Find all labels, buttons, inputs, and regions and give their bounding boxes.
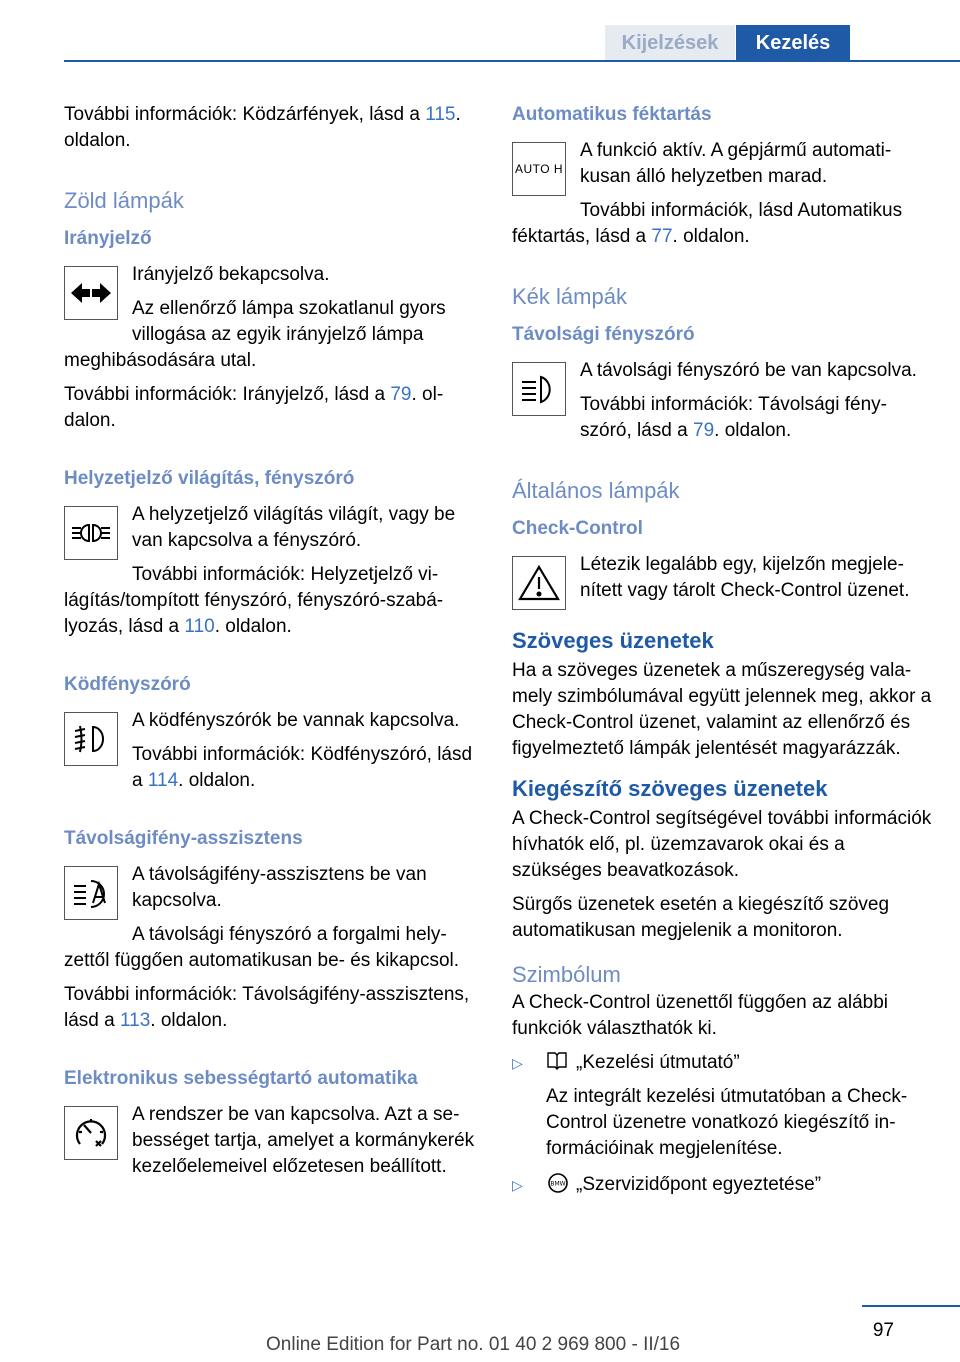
book-icon: [546, 1050, 576, 1078]
page-link-110[interactable]: 110: [184, 616, 215, 637]
list-item-manual[interactable]: ▷ „Kezelési útmutató”: [512, 1050, 932, 1078]
extra-text-messages-heading: Kiegészítő szöveges üzenetek: [512, 776, 828, 801]
blue-lamps-heading: Kék lámpák: [512, 284, 627, 309]
check-control-item: Létezik legalább egy, kijelzőn megjelenített vagy tárolt Check-Control üzenet.: [512, 552, 932, 614]
symbol-heading: Szimbólum: [512, 962, 621, 987]
high-beam-item: A távolsági fényszóró be van kapcsolva. További információk: Távolsági fényszóró, lásd a 79. oldalon.: [512, 358, 932, 452]
high-beam-assist-heading: Távolságifény-asszisztens: [64, 828, 303, 849]
bmw-service-icon: [546, 1172, 576, 1202]
auto-hold-item: AUTO H A funkció aktív. A gépjármű automatikusan álló helyzetben marad. További információk, lásd Automatikus féktartás, lásd a 77. oldalon.: [512, 140, 903, 247]
general-lamps-heading: Általános lámpák: [512, 478, 680, 503]
position-light-item: A helyzetjelző világítás világít, vagy be van kapcsolva a fényszóró. További információk: Helyzetjelző világítás/tompított fényszóró, fényszóró-szabályozás, lásd a 110. oldalon.: [64, 504, 456, 637]
fog-light-item: A ködfényszórók be vannak kapcsolva. További információk: Ködfényszóró, lásd a 114. oldalon.: [64, 708, 476, 802]
right-column: Automatikus féktartás AUTO H A funkció aktív. A gépjármű automatikusan álló helyzetben marad. További információk, lásd Automatikus féktartás, lásd a 77. oldalon. Kék lámpák Távolsági fényszóró A távolsági fényszóró be van kapcsolva. További információk: Távolsági fényszóró, lásd a 79. oldalon. Általános lámpák Check-Control Létezik legalább egy, kijelzőn megjelenített vagy tárolt Check-Control üzenet. Szöveges üzenetek Ha a szöveges üzenetek a műszeregység valamely szimbólumával együtt jelennek meg, akkor a Check-Control üzenet, valamint az ellenőrző és figyelmeztető lámpák jelentését magyarázzák. Kiegészítő szöveges üzenetek A Check-Control segítségével további információk hívhatók elő, pl. üzemzavarok okai és a szükséges beavatkozások. Sürgős üzenetek esetén a kiegészítő szöveg automatikusan megjelenik a monitoron. Szimbólum A Check-Control üzenettől függően az alábbi funkciók választhatók ki. ▷ „Kezelési útmutató” Az integrált kezelési útmutatóban a Check-Control üzenetre vonatkozó kiegészítő információinak megjelenítése. ▷ BMW „Szervizidőpont egyeztetése”: [512, 102, 932, 1208]
green-lamps-heading: Zöld lámpák: [64, 188, 184, 213]
page-link-79[interactable]: 79: [390, 384, 412, 405]
text-messages-heading: Szöveges üzenetek: [512, 628, 714, 653]
page-link-115[interactable]: 115: [425, 104, 456, 125]
header-rule: [64, 60, 960, 62]
high-beam-icon: [512, 362, 566, 416]
high-beam-heading: Távolsági fényszóró: [512, 324, 695, 345]
left-column: További információk: Ködzárfények, lásd a 115. oldalon. Zöld lámpák Irányjelző Irányjelző bekapcsolva. Az ellenőrző lámpa szokatlanul gyors villogása az egyik irányjelző lámpa meghibásodására utal. További információk: Irányjelző, lásd a 79. oldalon. Helyzetjelző világítás, fényszóró A helyzetjelző világítás világít, vagy be van kapcsolva a fényszóró. További információk: Helyzetjelző világítás/tompított fényszóró, fényszóró-szabályozás, lásd a 110. oldalon. Ködfényszóró A ködfényszórók be vannak kapcsolva. További információk: Ködfényszóró, lásd a 114. oldalon. Távolságifény-asszisztens A távolságifény-asszisztens be van kapcsolva. A távolsági fényszóró a forgalmi helyzettől függően automatikusan be- és kikapcsol. További információk: Távolságifény-asszisztens, lásd a 113. oldalon. Elektronikus sebességtartó automatika A rendszer be van kapcsolva. Azt a sebességet tartja, amelyet a kormánykerék kezelőelemeivel előzetesen beállított.: [64, 102, 476, 1188]
page-number: 97: [872, 1320, 894, 1341]
bullet-triangle-icon: ▷: [512, 1177, 523, 1193]
list-item-service[interactable]: ▷ BMW „Szervizidőpont egyeztetése”: [512, 1172, 932, 1202]
cruise-control-item: A rendszer be van kapcsolva. Azt a sebességet tartja, amelyet a kormánykerék kezelőelemeivel előzetesen beállított.: [64, 1102, 476, 1188]
page-link-113[interactable]: 113: [119, 1010, 151, 1031]
auto-hold-icon: AUTO H: [512, 142, 566, 196]
bullet-triangle-icon: ▷: [512, 1055, 523, 1071]
page-link-114[interactable]: 114: [147, 770, 179, 791]
turn-signal-item: Irányjelző bekapcsolva. Az ellenőrző lámpa szokatlanul gyors villogása az egyik irányjelző lámpa meghibásodására utal.: [64, 264, 446, 371]
turn-signal-icon: [64, 266, 118, 320]
fog-light-icon: [64, 712, 118, 766]
header-tab-kezeles[interactable]: Kezelés: [736, 25, 850, 61]
auto-hold-heading: Automatikus féktartás: [512, 104, 712, 125]
high-beam-assist-item: A távolságifény-asszisztens be van kapcsolva. A távolsági fényszóró a forgalmi helyzettől függően automatikusan be- és kikapcsol.: [64, 864, 460, 971]
warning-triangle-icon: [512, 556, 566, 610]
high-beam-assist-icon: [64, 866, 118, 920]
position-light-heading: Helyzetjelző világítás, fényszóró: [64, 468, 355, 489]
page-link-77[interactable]: 77: [651, 226, 673, 247]
header-tab-kijelzesek[interactable]: Kijelzések: [605, 25, 735, 61]
svg-text:BMW: BMW: [550, 1180, 566, 1188]
cruise-control-heading: Elektronikus sebességtartó automatika: [64, 1068, 418, 1089]
intro-paragraph: További információk: Ködzárfények, lásd a 115. oldalon.: [64, 104, 461, 151]
turn-signal-heading: Irányjelző: [64, 228, 152, 249]
speedometer-icon: [64, 1106, 118, 1160]
fog-light-heading: Ködfényszóró: [64, 674, 191, 695]
check-control-heading: Check-Control: [512, 518, 643, 539]
position-light-icon: [64, 506, 118, 560]
online-edition-footer: Online Edition for Part no. 01 40 2 969 800 - II/16: [266, 1334, 681, 1355]
page-link-79b[interactable]: 79: [693, 420, 715, 441]
footer-rule: [862, 1305, 960, 1307]
